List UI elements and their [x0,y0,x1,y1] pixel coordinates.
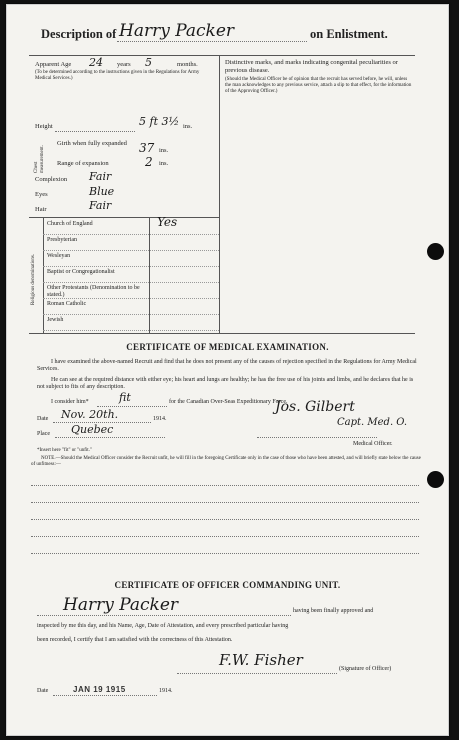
religion-option-label: Wesleyan [47,253,71,259]
height-value: 5 ft 3½ [139,115,180,128]
punch-hole-upper [427,243,444,260]
months-label: months. [177,61,198,68]
religion-label: Religious denominations. [31,253,36,305]
eyes-label: Eyes [35,191,48,198]
header-suffix: on Enlistment. [310,27,388,41]
punch-hole-lower [427,471,444,488]
range-value: 2 [145,155,153,169]
distinctive-marks-heading: Distinctive marks, and marks indicating congenital peculiarities or previous disease. [225,59,398,74]
age-months-value: 5 [145,56,152,69]
officer-recruit-name: Harry Packer [63,595,179,615]
officer-date-line [53,695,157,696]
officer-line-3: been recorded, I certify that I am satisfied with the correctness of this Attestation. [37,637,233,643]
age-note: (To be determined according to the instructions given in the Regulations for Army Medical Services.) [35,70,200,81]
religion-row-rule [43,266,219,267]
medical-date-label: Date [37,416,49,422]
medical-officer-label: Medical Officer. [353,441,393,447]
medical-para-1: I have examined the above-named Recruit and find that he does not present any of the causes of rejection specified in the Regulations for Army Medical Services. [37,359,417,372]
complexion-label: Complexion [35,176,68,183]
religion-row-rule [43,282,219,283]
religion-top-rule [29,217,219,218]
header-name-line [117,41,307,42]
religion-row-rule [43,298,219,299]
table-mid-rule [219,55,220,333]
officer-line-1-suffix: having been finally approved and [293,608,374,614]
medical-certificate-heading: CERTIFICATE OF MEDICAL EXAMINATION. [126,342,329,352]
unfitness-line-1 [31,485,419,486]
religion-row-rule [43,314,219,315]
header-recruit-name: Harry Packer [119,21,235,41]
attestation-sheet [6,4,449,736]
officer-date-stamp: JAN 19 1915 [73,685,126,694]
consider-suffix: for the Canadian Over-Seas Expeditionary Force. [169,399,288,405]
religion-option-mark: Yes [157,215,178,229]
height-dotted-line [55,131,135,132]
girth-label: Girth when fully expanded [57,140,127,147]
consider-value: fit [119,391,131,404]
hair-label: Hair [35,206,47,213]
medical-officer-rank: Capt. Med. O. [337,417,408,428]
religion-row-rule [43,234,219,235]
complexion-value: Fair [89,170,112,183]
officer-signature: F.W. Fisher [219,651,303,669]
table-bottom-rule [29,333,415,334]
insert-note: *Insert here "fit" or "unfit." [37,448,92,453]
unfitness-line-4 [31,536,419,537]
height-label: Height [35,123,53,130]
range-label: Range of expansion [57,160,109,167]
religion-option-label: Other Protestants (Denomination to be stated.) [47,285,140,298]
chest-measurement-label: Chest measurement. [34,145,45,173]
eyes-value: Blue [89,185,115,198]
consider-line [97,406,167,407]
officer-line-2: inspected by me this day, and his Name, Age, Date of Attestation, and every prescribed particular having [37,623,289,629]
religion-row-rule [43,330,219,331]
height-unit: ins. [183,123,193,130]
unfitness-note: NOTE.—Should the Medical Officer consider the Recruit unfit, he will fill in the foregoing Certificate only in the case of those who have been attested, and will briefly state below the cause of unfitness:— [31,456,421,467]
place-label: Place [37,431,50,437]
girth-value: 37 [139,141,155,155]
unfitness-line-3 [31,519,419,520]
religion-option-label: Jewish [47,317,64,323]
medical-officer-line [257,437,377,438]
medical-date-value: Nov. 20th. [61,408,119,421]
hair-value: Fair [89,199,112,212]
medical-date-year: 1914. [153,416,167,422]
header-prefix: Description of [41,27,117,41]
officer-signature-line [177,673,337,674]
years-label: years [117,61,131,68]
table-top-rule [29,55,415,56]
religion-option-label: Roman Catholic [47,301,87,307]
place-value: Quebec [71,423,114,436]
religion-option-label: Church of England [47,221,93,227]
distinctive-marks-note: (Should the Medical Officer be of opinion that the recruit has served before, he will, unless the man acknowledges to any previous service, attach a slip to that effect, for the information of the Approving Officer.) [225,77,412,94]
apparent-age-label: Apparent Age [35,61,72,68]
unfitness-line-2 [31,502,419,503]
religion-option-label: Baptist or Congregationalist [47,269,115,275]
place-line [55,437,165,438]
officer-certificate-heading: CERTIFICATE OF OFFICER COMMANDING UNIT. [114,580,341,590]
consider-prefix: I consider him* [51,399,89,405]
girth-unit: ins. [159,147,169,154]
officer-date-year: 1914. [159,688,173,694]
unfitness-line-5 [31,553,419,554]
range-unit: ins. [159,160,169,167]
medical-officer-signature: Jos. Gilbert [275,399,355,415]
religion-option-label: Presbyterian [47,237,77,243]
officer-name-line [37,615,291,616]
officer-date-label: Date [37,688,49,694]
age-years-value: 24 [89,56,103,69]
religion-row-rule [43,250,219,251]
officer-signature-label: (Signature of Officer) [339,666,392,672]
medical-para-2: He can see at the required distance with either eye; his heart and lungs are healthy; he has the free use of his joints and limbs, and he declares that he is not subject to fits of any description. [37,377,414,390]
